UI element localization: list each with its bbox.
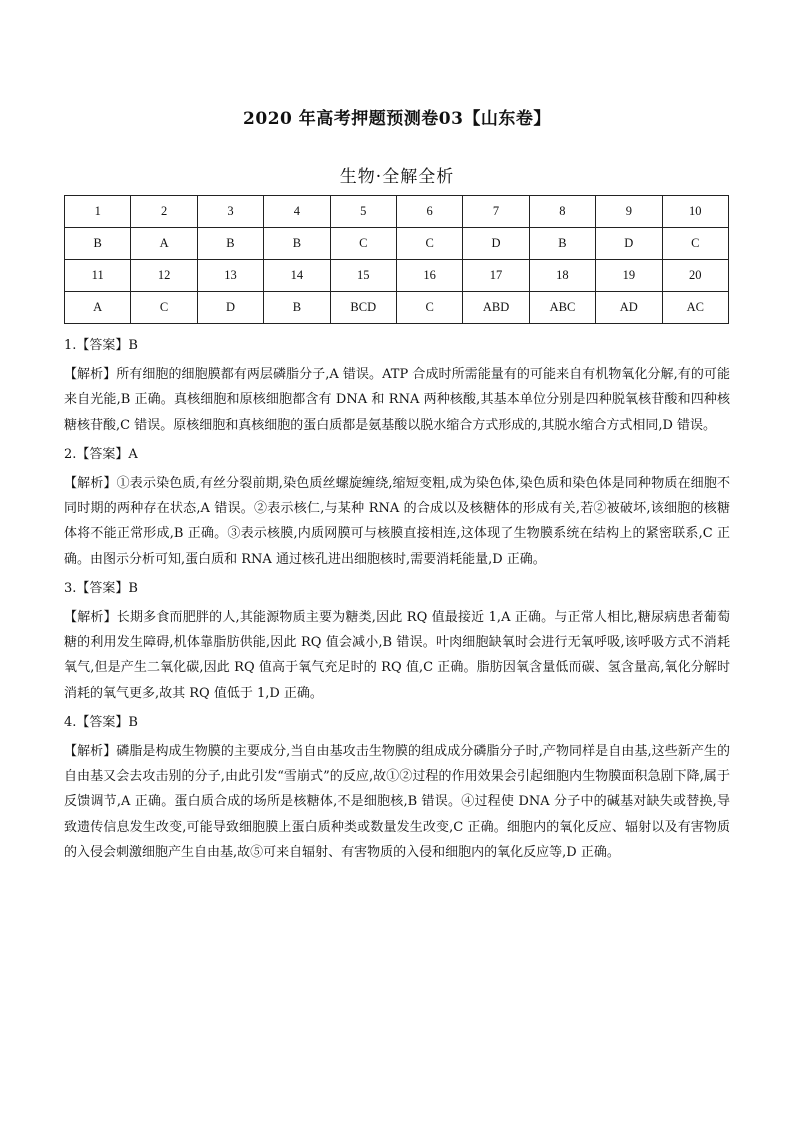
table-cell: B bbox=[264, 228, 330, 260]
table-cell: 14 bbox=[264, 260, 330, 292]
table-cell: AD bbox=[596, 292, 662, 324]
table-cell: 9 bbox=[596, 196, 662, 228]
table-cell: 13 bbox=[197, 260, 263, 292]
table-cell: 18 bbox=[529, 260, 595, 292]
table-cell: B bbox=[264, 292, 330, 324]
table-cell: 19 bbox=[596, 260, 662, 292]
answer-line: 3.【答案】B bbox=[64, 580, 138, 596]
answer-line: 4.【答案】B bbox=[64, 714, 138, 730]
table-row bbox=[65, 228, 729, 260]
table-cell: C bbox=[330, 228, 396, 260]
analysis-paragraph: 【解析】长期多食而肥胖的人,其能源物质主要为糖类,因此 RQ 值最接近 1,A 正确。与正常人相比,糖尿病患者葡萄糖的利用发生障碍,机体靠脂肪供能,因此 RQ 值会减小,B 错误。叶肉细胞缺氧时会进行无氧呼吸,该呼吸方式不消耗氧气,但是产生二氧化碳,因此 RQ 值高于氧气充足时的 RQ 值,C 正确。脂肪因氧含量低而碳、氢含量高,氧化分解时消耗的氧气更多,故其 RQ 值低于 1,D 正确。 bbox=[64, 610, 730, 701]
table-cell: 17 bbox=[463, 260, 529, 292]
table-cell: A bbox=[131, 228, 197, 260]
page-subtitle: 生物·全解全析 bbox=[339, 167, 455, 187]
table-cell: 12 bbox=[131, 260, 197, 292]
analysis-paragraph: 【解析】磷脂是构成生物膜的主要成分,当自由基攻击生物膜的组成成分磷脂分子时,产物同样是自由基,这些新产生的自由基又会去攻击别的分子,由此引发“雪崩式”的反应,故①②过程的作用效果会引起细胞内生物膜面积急剧下降,属于反馈调节,A 正确。蛋白质合成的场所是核糖体,不是细胞核,B 错误。④过程使 DNA 分子中的碱基对缺失或替换,导致遗传信息发生改变,可能导致细胞膜上蛋白质种类或数量发生改变,C 正确。细胞内的氧化反应、辐射以及有害物质的入侵会刺激细胞产生自由基,故⑤可来自辐射、有害物质的入侵和细胞内的氧化反应等,D 正确。 bbox=[64, 744, 730, 860]
table-cell: 2 bbox=[131, 196, 197, 228]
table-cell: AC bbox=[662, 292, 728, 324]
table-cell: BCD bbox=[330, 292, 396, 324]
table-cell: 4 bbox=[264, 196, 330, 228]
table-cell: C bbox=[662, 228, 728, 260]
analysis-paragraph: 【解析】所有细胞的细胞膜都有两层磷脂分子,A 错误。ATP 合成时所需能量有的可能来自有机物氧化分解,有的可能来自光能,B 正确。真核细胞和原核细胞都含有 DNA 和 RNA 两种核酸,其基本单位分别是四种脱氧核苷酸和四种核糖核苷酸,C 错误。原核细胞和真核细胞的蛋白质都是氨基酸以脱水缩合方式形成的,其脱水缩合方式相同,D 错误。 bbox=[64, 367, 730, 433]
question-block-1 bbox=[64, 333, 730, 438]
table-cell: B bbox=[65, 228, 131, 260]
table-row bbox=[65, 292, 729, 324]
answer-line: 2.【答案】A bbox=[64, 446, 138, 462]
table-cell: C bbox=[131, 292, 197, 324]
table-row bbox=[65, 260, 729, 292]
table-cell: 15 bbox=[330, 260, 396, 292]
analysis-paragraph: 【解析】①表示染色质,有丝分裂前期,染色质丝螺旋缠绕,缩短变粗,成为染色体,染色质和染色体是同种物质在细胞不同时期的两种存在状态,A 错误。②表示核仁,与某种 RNA 的合成以及核糖体的形成有关,若②被破坏,该细胞的核糖体将不能正常形成,B 正确。③表示核膜,内质网膜可与核膜直接相连,这体现了生物膜系统在结构上的紧密联系,C 正确。由图示分析可知,蛋白质和 RNA 通过核孔进出细胞核时,需要消耗能量,D 正确。 bbox=[64, 476, 730, 567]
table-cell: D bbox=[197, 292, 263, 324]
table-cell: 5 bbox=[330, 196, 396, 228]
table-cell: B bbox=[529, 228, 595, 260]
table-cell: 3 bbox=[197, 196, 263, 228]
table-row bbox=[65, 196, 729, 228]
solutions-section bbox=[64, 333, 730, 869]
table-cell: C bbox=[396, 228, 462, 260]
table-cell: B bbox=[197, 228, 263, 260]
table-cell: D bbox=[596, 228, 662, 260]
table-cell: 1 bbox=[65, 196, 131, 228]
table-cell: D bbox=[463, 228, 529, 260]
page-title: 2020 年高考押题预测卷03【山东卷】 bbox=[243, 109, 551, 129]
table-cell: A bbox=[65, 292, 131, 324]
table-cell: ABD bbox=[463, 292, 529, 324]
table-cell: 6 bbox=[396, 196, 462, 228]
question-block-2 bbox=[64, 442, 730, 572]
question-block-3 bbox=[64, 576, 730, 706]
table-cell: ABC bbox=[529, 292, 595, 324]
table-cell: 10 bbox=[662, 196, 728, 228]
table-cell: C bbox=[396, 292, 462, 324]
table-cell: 7 bbox=[463, 196, 529, 228]
answer-line: 1.【答案】B bbox=[64, 338, 138, 353]
table-cell: 11 bbox=[65, 260, 131, 292]
table-cell: 8 bbox=[529, 196, 595, 228]
answer-table bbox=[64, 195, 729, 324]
question-block-4 bbox=[64, 710, 730, 865]
table-cell: 20 bbox=[662, 260, 728, 292]
table-cell: 16 bbox=[396, 260, 462, 292]
